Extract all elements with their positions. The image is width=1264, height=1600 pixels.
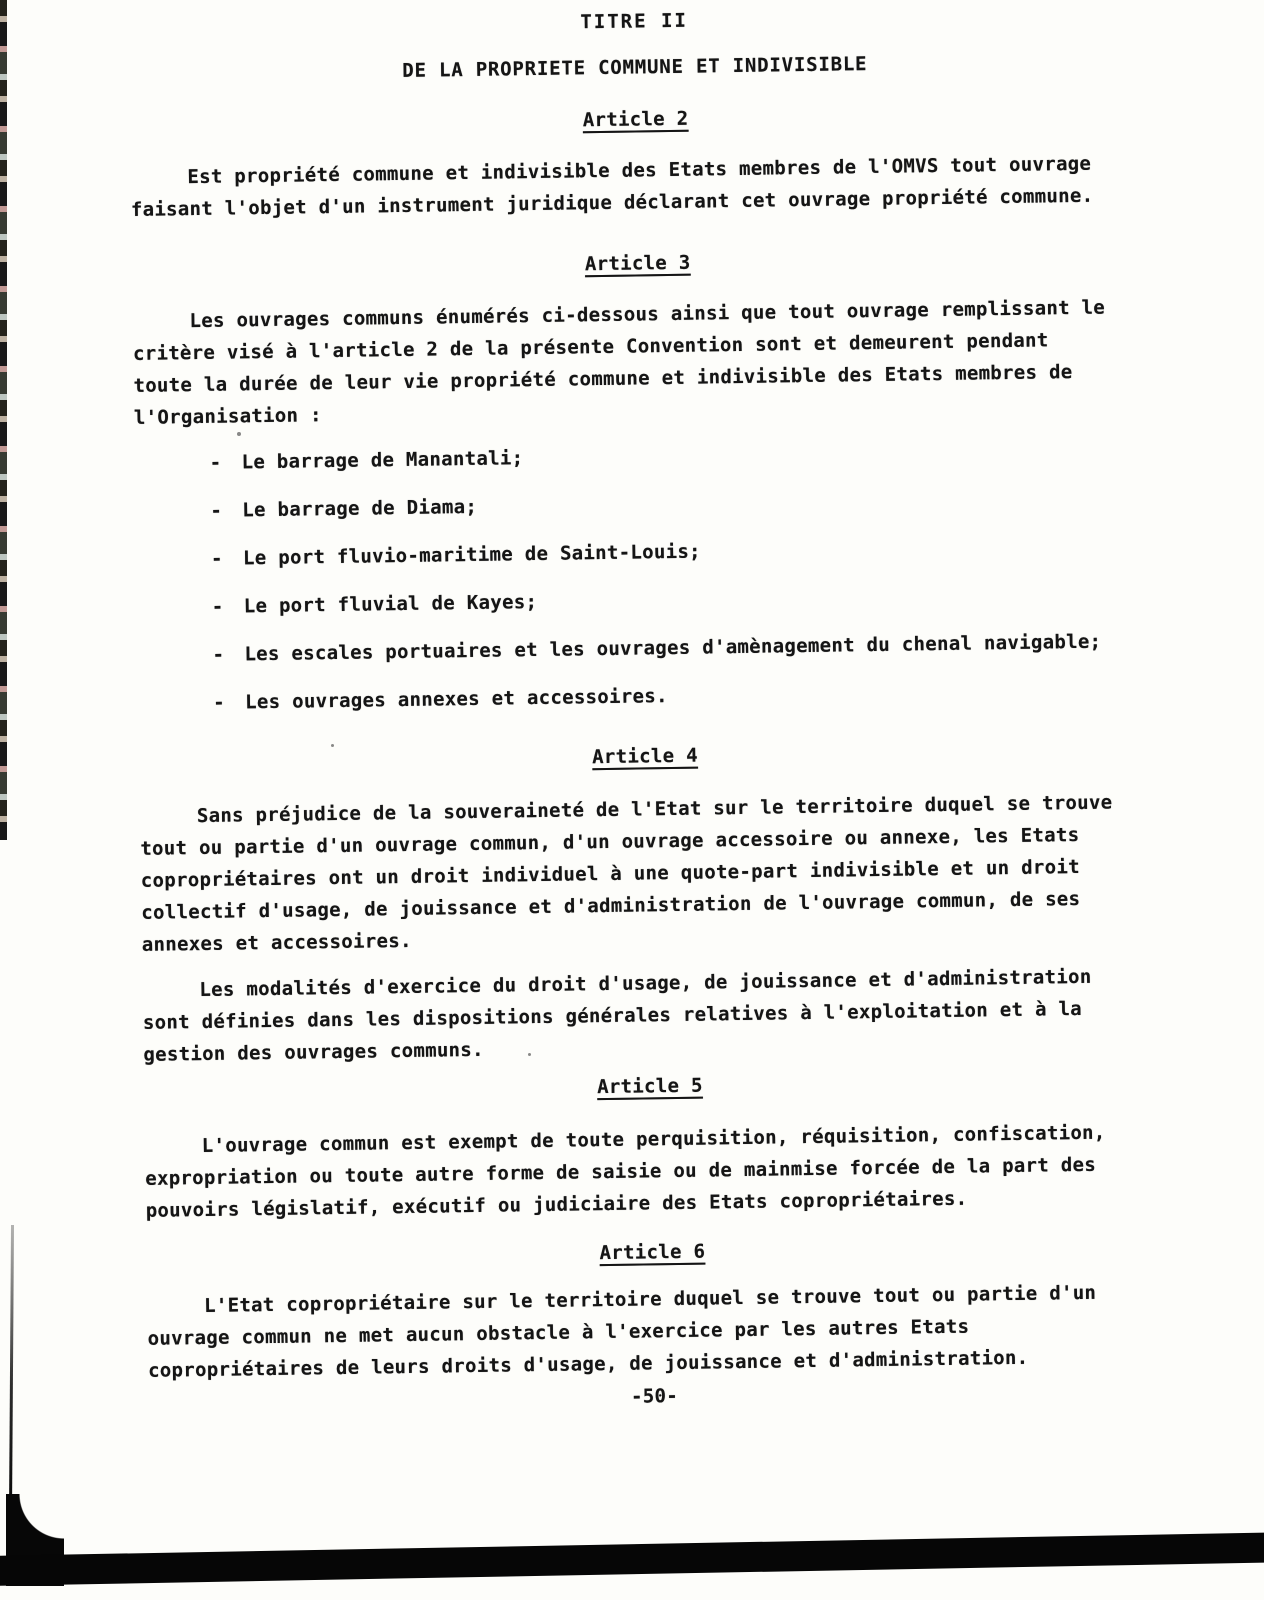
text-line: critère visé à l'article 2 de la présente Convention sont et demeurent pendant: [132, 329, 1049, 365]
article-3-section: [132, 243, 1151, 721]
text-line: l'Organisation :: [133, 404, 322, 429]
text-line: annexes et accessoires.: [141, 929, 412, 956]
scan-speck: [528, 1053, 531, 1056]
article-3-paragraph: [132, 291, 1146, 434]
article-5-paragraph: [145, 1116, 1158, 1227]
article-5-section: [144, 1066, 1158, 1227]
dash-marker: -: [212, 643, 225, 666]
list-item-text: Le barrage de Diama;: [242, 495, 478, 522]
text-line: Est propriété commune et indivisible des Etats membres de l'OMVS tout ouvrage: [187, 152, 1092, 189]
text-line: pouvoirs législatif, exécutif ou judiciaire des Etats copropriétaires.: [145, 1187, 968, 1222]
text-line: faisant l'objet d'un instrument juridique déclarant cet ouvrage propriété commune.: [130, 184, 1094, 221]
article-4-heading: Article 4: [592, 744, 699, 769]
text-line: expropriation ou toute autre forme de saisie ou de mainmise forcée de la part des: [145, 1153, 1097, 1190]
text-line: L'ouvrage commun est exempt de toute perquisition, réquisition, confiscation,: [201, 1121, 1106, 1158]
scan-artifact-left-edge: [0, 0, 7, 840]
scan-artifact-bottom-bar: [0, 1532, 1264, 1586]
text-line: toute la durée de leur vie propriété commune et indivisible des Etats membres de: [133, 361, 1073, 397]
text-line: Les modalités d'exercice du droit d'usage, de jouissance et d'administration: [199, 965, 1092, 1002]
list-item-text: Les escales portuaires et les ouvrages d'amènagement du chenal navigable;: [244, 630, 1102, 666]
dash-marker: -: [211, 595, 224, 618]
list-item: [209, 433, 1146, 480]
dash-marker: -: [210, 499, 223, 522]
document-content: [128, 1, 1161, 1417]
text-line: L'Etat copropriétaire sur le territoire duquel se trouve tout ou partie d'un: [203, 1281, 1097, 1318]
scan-speck: [237, 432, 241, 436]
scan-artifact-left-line: [9, 1225, 14, 1515]
article-4-section: [139, 736, 1156, 1071]
article-4-paragraph-1: [140, 786, 1154, 961]
list-item: [212, 577, 1149, 624]
document-title: TITRE II: [580, 9, 689, 34]
article-2-section: [129, 99, 1143, 226]
text-line: gestion des ouvrages communs.: [143, 1038, 484, 1066]
article-6-heading: Article 6: [599, 1240, 706, 1265]
article-6-section: [146, 1232, 1160, 1387]
list-item-text: Le port fluvial de Kayes;: [243, 590, 538, 618]
document-subtitle: DE LA PROPRIETE COMMUNE ET INDIVISIBLE: [402, 53, 868, 82]
text-line: sont définies dans les dispositions générales relatives à l'exploitation et à la: [142, 997, 1083, 1034]
article-2-heading: Article 2: [582, 107, 689, 132]
list-item: [212, 625, 1149, 672]
text-line: tout ou partie d'un ouvrage commun, d'un ouvrage accessoire ou annexe, les Etats: [140, 823, 1080, 860]
article-2-paragraph: [130, 147, 1143, 226]
dash-marker: -: [210, 547, 223, 570]
text-line: ouvrage commun ne met aucun obstacle à l'exercice par les autres Etats: [147, 1315, 970, 1350]
text-line: copropriétaires de leurs droits d'usage, de jouissance et d'administration.: [147, 1346, 1029, 1382]
article-6-paragraph: [147, 1276, 1160, 1387]
common-works-list: [209, 433, 1150, 720]
list-item-text: Le port fluvio-maritime de Saint-Louis;: [242, 540, 701, 570]
text-line: collectif d'usage, de jouissance et d'administration de l'ouvrage commun, de ses: [141, 887, 1081, 924]
article-3-heading: Article 3: [584, 251, 691, 276]
list-item-text: Les ouvrages annexes et accessoires.: [245, 685, 668, 714]
list-item: [211, 529, 1148, 576]
dash-marker: -: [213, 691, 226, 714]
article-4-paragraph-2: [142, 960, 1155, 1071]
text-line: Sans préjudice de la souveraineté de l'Etat sur le territoire duquel se trouve: [196, 791, 1113, 828]
list-item: [213, 673, 1150, 720]
list-item-text: Le barrage de Manantali;: [241, 447, 524, 474]
scan-speck: [331, 744, 334, 747]
page-number: -50-: [630, 1384, 679, 1408]
text-line: Les ouvrages communs énumérés ci-dessous ainsi que tout ouvrage remplissant le: [189, 296, 1106, 333]
article-5-heading: Article 5: [596, 1074, 703, 1099]
list-item: [210, 481, 1147, 528]
text-line: copropriétaires ont un droit individuel à une quote-part indivisible et un droit: [140, 855, 1081, 892]
dash-marker: -: [209, 451, 222, 474]
